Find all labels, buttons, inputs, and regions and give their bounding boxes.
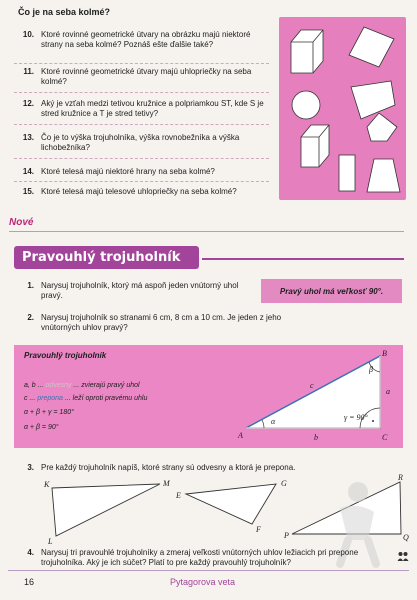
beta-label: β — [369, 365, 373, 374]
question-text: Ktoré telesá majú niektoré hrany na seba kolmé? — [41, 167, 215, 176]
gamma-label: γ = 90° — [344, 413, 368, 422]
trapezoid-shape — [367, 159, 400, 192]
question-number: 2. — [27, 313, 34, 322]
equation-acute-sum: α + β = 90° — [24, 424, 59, 431]
question-number: 4. — [27, 548, 34, 557]
question-text: Narysuj trojuholník so stranami 6 cm, 8 cm a 10 cm. Je jeden z jeho vnútorných uhlov pravý? — [41, 313, 282, 332]
equation-angle-sum: α + β + γ = 180° — [24, 409, 74, 416]
question-text: Čo je to výška trojuholníka, výška rovnobežníka a výška lichobežníka? — [41, 133, 240, 152]
term-hypotenuse: prepona — [37, 395, 63, 402]
question-text: Aký je vzťah medzi tetivou kružnice a polpriamkou ST, kde S je stred kružnice a T je stred tetivy? — [41, 99, 264, 118]
definition-text: c ... — [24, 395, 38, 402]
vertex-M-label: M — [163, 479, 170, 488]
vertex-E-label: E — [176, 491, 181, 500]
question-number: 10. — [22, 30, 34, 39]
question-13 — [14, 133, 269, 159]
vertex-C-label: C — [382, 433, 388, 442]
pair-work-icon — [397, 551, 409, 561]
pentagon-shape — [367, 113, 397, 141]
alpha-label: α — [271, 417, 276, 426]
question-15 — [14, 187, 269, 199]
side-a-label: a — [386, 387, 390, 396]
rotated-square-shape — [349, 27, 394, 67]
definition-line-legs — [24, 382, 140, 389]
question-text: Ktoré rovinné geometrické útvary majú uhlopriečky na seba kolmé? — [41, 67, 252, 86]
page-title: Pravouhlý trojuholník — [22, 250, 181, 265]
question-number: 12. — [22, 99, 34, 108]
question-number: 1. — [27, 281, 34, 290]
footer-divider — [8, 570, 409, 571]
vertex-A-label: A — [238, 431, 243, 440]
vertex-P-label: P — [284, 531, 289, 540]
vertex-B-label: B — [382, 349, 387, 358]
side-b-label: b — [314, 433, 318, 442]
section-label-nove: Nové — [9, 217, 34, 228]
triangle-KLM — [52, 484, 160, 536]
question-text: Pre každý trojuholník napíš, ktoré strany sú odvesny a ktorá je prepona. — [41, 463, 296, 472]
definition-title: Pravouhlý trojuholník — [24, 351, 107, 360]
vertex-G-label: G — [281, 479, 287, 488]
question-2 — [14, 313, 314, 335]
vertex-R-label: R — [398, 474, 403, 482]
question-number: 14. — [22, 167, 34, 176]
geometric-shapes-figure — [279, 17, 406, 200]
term-legs: odvesny — [45, 382, 72, 389]
page-number: 16 — [24, 577, 35, 587]
question-1 — [14, 281, 254, 303]
triangle-EFG — [186, 484, 276, 524]
rectangle-shape — [339, 155, 355, 191]
vertex-L-label: L — [48, 537, 53, 546]
divider — [9, 231, 404, 232]
question-4 — [14, 548, 394, 570]
vertex-F-label: F — [256, 525, 261, 534]
circle-shape — [292, 91, 320, 119]
cube-shape — [291, 30, 323, 73]
prism-shape — [301, 125, 329, 167]
definition-line-hypotenuse — [24, 395, 147, 402]
section-heading: Čo je na seba kolmé? — [18, 7, 111, 17]
side-c-label: c — [310, 381, 314, 390]
right-angle-dot — [372, 420, 374, 422]
quadrilateral-shape — [351, 81, 395, 119]
question-text: Narysuj tri pravouhlé trojuholníky a zmeraj veľkosti vnútorných uhlov ležiacich pri prepone trojuholníka. Aký je ich súčet? Platí to pre každý pravouhlý trojuholník? — [41, 548, 359, 567]
vertex-K-label: K — [44, 480, 50, 489]
question-number: 11. — [23, 67, 34, 76]
question-14 — [14, 167, 269, 182]
question-number: 3. — [27, 463, 34, 472]
question-12 — [14, 99, 269, 125]
vertex-Q-label: Q — [403, 533, 409, 542]
question-10 — [14, 30, 269, 64]
title-rule — [202, 258, 404, 260]
question-11 — [14, 67, 269, 93]
question-text: Ktoré telesá majú telesové uhlopriečky na seba kolmé? — [41, 187, 237, 196]
mascot-body — [340, 506, 374, 540]
note-box: Pravý uhol má veľkosť 90°. — [261, 279, 402, 303]
footer-chapter-title: Pytagorova veta — [170, 577, 236, 587]
question-number: 15. — [22, 187, 34, 196]
question-text: Ktoré rovinné geometrické útvary na obrázku majú niektoré strany na seba kolmé? Poznáš ešte ďalšie také? — [41, 30, 251, 49]
question-number: 13. — [22, 133, 34, 142]
definition-text: a, b ... — [24, 382, 46, 389]
mascot-head — [348, 482, 368, 502]
right-triangle-figure — [234, 346, 404, 448]
definition-text: ... zvierajú pravý uhol — [71, 382, 140, 389]
definition-text: ... leží oproti pravému uhlu — [62, 395, 148, 402]
question-text: Narysuj trojuholník, ktorý má aspoň jeden vnútorný uhol pravý. — [41, 281, 239, 300]
